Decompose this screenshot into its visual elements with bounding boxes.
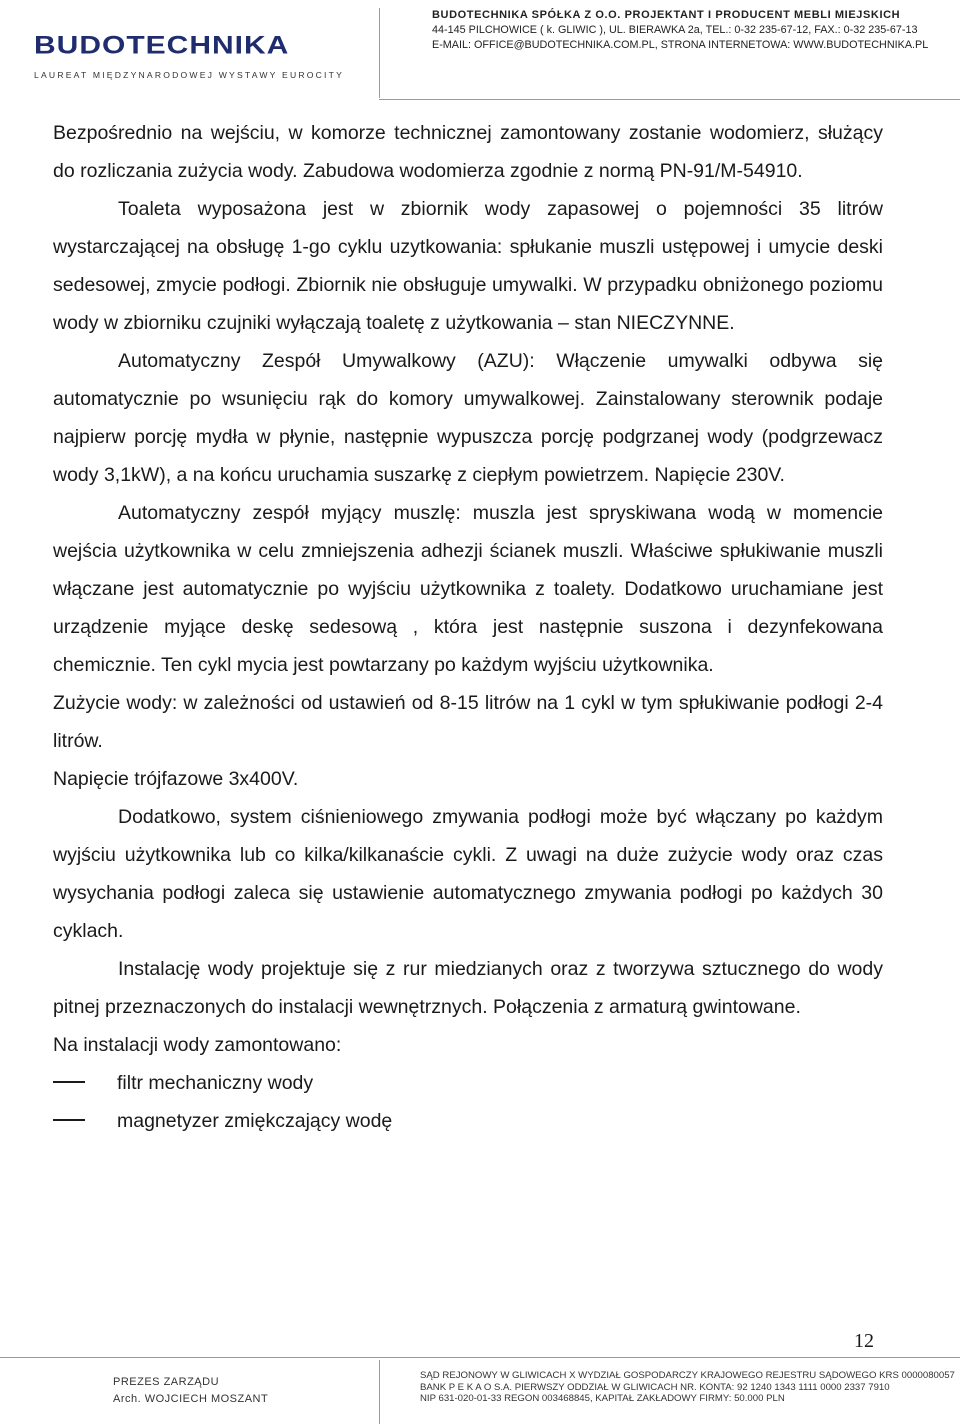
paragraph-installed-list-intro: Na instalacji wody zamontowano: [53,1034,342,1056]
header-rule [379,99,960,100]
list-item [53,1102,883,1140]
footer-divider [379,1360,380,1424]
company-contact: E-MAIL: OFFICE@BUDOTECHNIKA.COM.PL, STRONA INTERNETOWA: WWW.BUDOTECHNIKA.PL [432,39,929,51]
footer-rule [0,1357,960,1358]
footer-registration [420,1370,955,1405]
company-name: BUDOTECHNIKA SPÓŁKA Z O.O. PROJEKTANT I PRODUCENT MEBLI MIEJSKICH [432,9,901,21]
paragraph-installation: Instalację wody projektuje się z rur miedzianych oraz z tworzywa sztucznego do wody pitnej przeznaczonych do instalacji wewnętrznych. Połączenia z armaturą gwintowane. [53,958,883,1018]
list-item-text: magnetyzer zmiękczający wodę [117,1110,393,1132]
paragraph-voltage: Napięcie trójfazowe 3x400V. [53,768,299,790]
document-body [53,114,883,1140]
paragraph-reserve-tank: Toaleta wyposażona jest w zbiornik wody zapasowej o pojemności 35 litrów wystarczającej na obsługę 1-go cyklu uzytkowania: spłukanie muszli ustępowej i umycie deski sedesowej, zmycie podłogi. Zbiornik nie obsługuje umywalki. W przypadku obniżonego poziomu wody w zbiorniku czujniki wyłączają toaletę z użytkowania – stan NIECZYNNE. [53,198,883,334]
dash-bullet-icon [53,1102,117,1140]
paragraph-water-meter: Bezpośrednio na wejściu, w komorze technicznej zamontowany zostanie wodomierz, służący do rozliczania zużycia wody. Zabudowa wodomierza zgodnie z normą PN-91/M-54910. [53,122,883,182]
paragraph-floor-washing: Dodatkowo, system ciśnieniowego zmywania podłogi może być włączany po każdym wyjściu użytkownika lub co kilka/kilkanaście cykli. Z uwagi na duże zużycie wody oraz czas wysychania podłogi zaleca się ustawienie automatycznego zmywania podłogi po każdych 30 cyklach. [53,806,883,942]
tax-ids: NIP 631-020-01-33 REGON 003468845, KAPITAŁ ZAKŁADOWY FIRMY: 50.000 PLN [420,1393,785,1404]
signatory-title: PREZES ZARZĄDU [113,1376,220,1388]
signatory-name: Arch. WOJCIECH MOSZANT [113,1393,269,1405]
paragraph-bowl-cleaning: Automatyczny zespół myjący muszlę: muszla jest spryskiwana wodą w momencie wejścia użytkownika w celu zmniejszenia adhezji ścianek muszli. Właściwe spłukiwanie muszli włączane jest automatycznie po wyjściu użytkownika z toalety. Dodatkowo uruchamiane jest urządzenie myjące deskę sedesową , która jest następnie suszona i dezynfekowana chemicznie. Ten cykl mycia jest powtarzany po każdym wyjściu użytkownika. [53,502,883,676]
logo-wordmark: BUDOTECHNIKA [34,32,290,60]
footer-signatory [113,1374,268,1408]
page-number: 12 [854,1330,874,1352]
list-item-text: filtr mechaniczny wody [117,1072,314,1094]
bank-account: BANK P E K A O S.A. PIERWSZY ODDZIAŁ W GLIWICACH NR. KONTA: 92 1240 1343 1111 0000 2337 7910 [420,1381,890,1393]
logo-tagline: LAUREAT MIĘDZYNARODOWEJ WYSTAWY EUROCITY [34,70,345,80]
list-item [53,1064,883,1102]
company-info [432,8,952,53]
company-address: 44-145 PILCHOWICE ( k. GLIWIC ), UL. BIERAWKA 2a, TEL.: 0-32 235-67-12, FAX.: 0-32 235-67-13 [432,24,918,36]
letterhead [0,0,960,104]
header-divider [379,8,380,98]
dash-bullet-icon [53,1064,117,1102]
company-logo [34,34,364,80]
paragraph-washbasin-unit: Automatyczny Zespół Umywalkowy (AZU): Włączenie umywalki odbywa się automatycznie po wsunięciu rąk do komory umywalkowej. Zainstalowany sterownik podaje najpierw porcję mydła w płynie, następnie wypuszcza porcję podgrzanej wody (podgrzewacz wody 3,1kW), a na końcu uruchamia suszarkę z ciepłym powietrzem. Napięcie 230V. [53,350,883,486]
paragraph-water-usage: Zużycie wody: w zależności od ustawień od 8-15 litrów na 1 cykl w tym spłukiwanie podłogi 2-4 litrów. [53,692,883,752]
court-registration: SĄD REJONOWY W GLIWICACH X WYDZIAŁ GOSPODARCZY KRAJOWEGO REJESTRU SĄDOWEGO KRS 0000080057 [420,1370,955,1381]
